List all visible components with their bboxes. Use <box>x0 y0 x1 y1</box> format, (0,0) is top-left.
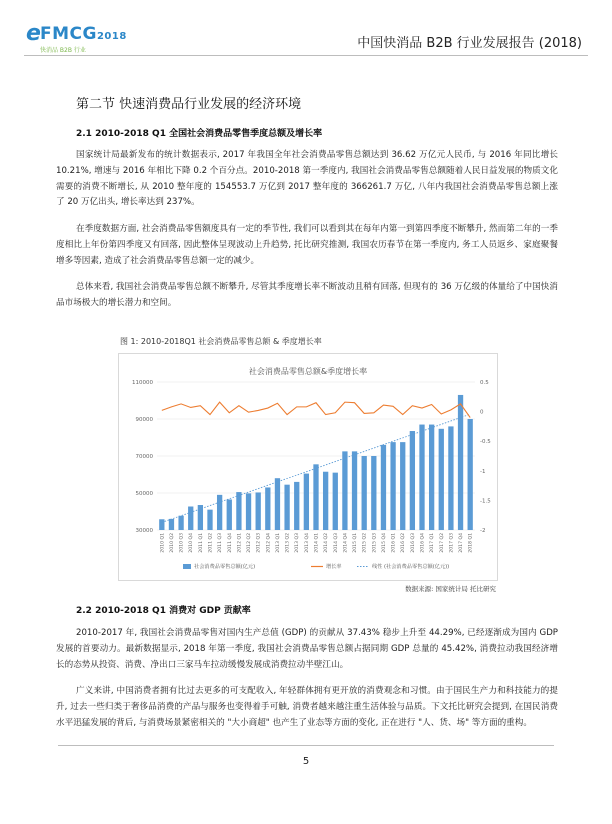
y-right-tick-label: -2 <box>480 528 486 534</box>
bar <box>429 425 434 530</box>
y-axis-right <box>480 380 491 534</box>
bar <box>448 426 453 530</box>
x-axis-labels <box>159 533 473 553</box>
logo-brand: FMCG <box>40 24 97 44</box>
x-tick-label: 2011 Q4 <box>227 533 233 553</box>
legend-swatch-bar <box>183 564 191 569</box>
bar <box>371 456 376 530</box>
bar <box>178 516 183 530</box>
x-tick-label: 2012 Q4 <box>266 533 272 553</box>
x-tick-label: 2013 Q3 <box>295 533 301 553</box>
combo-chart <box>119 354 497 580</box>
y-right-tick-label: 0 <box>480 409 484 416</box>
paragraph-3: 总体来看, 我国社会消费品零售总额不断攀升, 尽管其季度增长率不断波动且稍有回落, 但现有的 36 万亿级的体量给了中国快消品市场极大的增长潜力和空间。 <box>56 282 558 308</box>
bar <box>198 505 203 530</box>
bar <box>342 451 347 530</box>
y-left-tick-label: 70000 <box>135 454 153 460</box>
x-tick-label: 2017 Q4 <box>459 533 465 553</box>
header-divider <box>24 55 588 56</box>
legend-label-trend: 线性 (社会消费品零售总额(亿元)) <box>372 564 450 570</box>
bar <box>227 499 232 530</box>
x-tick-label: 2016 Q3 <box>410 533 416 553</box>
x-tick-label: 2014 Q2 <box>324 533 330 553</box>
x-tick-label: 2014 Q1 <box>314 533 320 553</box>
y-left-tick-label: 30000 <box>135 528 153 534</box>
x-tick-label: 2018 Q1 <box>468 533 474 553</box>
growth-line <box>162 402 470 417</box>
bar <box>159 519 164 530</box>
bar <box>284 485 289 530</box>
chart-container <box>118 353 498 581</box>
bar <box>381 445 386 530</box>
x-tick-label: 2016 Q4 <box>420 533 426 553</box>
x-tick-label: 2016 Q1 <box>391 533 397 553</box>
bar <box>458 395 463 530</box>
legend-label-bar: 社会消费品零售总额(亿元) <box>194 564 256 570</box>
x-tick-label: 2012 Q1 <box>237 533 243 553</box>
logo-e-mark: e <box>26 21 41 46</box>
x-tick-label: 2017 Q1 <box>430 533 436 553</box>
x-tick-label: 2017 Q3 <box>449 533 455 553</box>
y-left-tick-label: 90000 <box>135 417 153 423</box>
chart-source: 数据来源: 国家统计局 托比研究 <box>405 585 496 593</box>
x-tick-label: 2014 Q4 <box>343 533 349 553</box>
y-right-tick-label: -1.5 <box>480 498 491 505</box>
y-right-tick-label: -1 <box>480 468 486 475</box>
subsection-title-1: 2.1 2010-2018 Q1 全国社会消费品零售季度总额及增长率 <box>76 129 323 139</box>
x-tick-label: 2011 Q3 <box>218 533 224 553</box>
bar <box>313 464 318 530</box>
x-tick-label: 2010 Q4 <box>189 533 195 553</box>
x-tick-label: 2013 Q1 <box>275 533 281 553</box>
x-tick-label: 2012 Q3 <box>256 533 262 553</box>
figure-caption: 图 1: 2010-2018Q1 社会消费品零售总额 & 季度增长率 <box>120 337 322 346</box>
paragraph-5: 广义来讲, 中国消费者拥有比过去更多的可支配收入, 年轻群体拥有更开放的消费观念和习惯。由于国民生产力和科技能力的提升, 过去一些归类于奢侈品消费的产品与服务也变得着手可触, 消费者越来越注重生活体验与品质。下文托比研究会提到, 在国民消费水平迅猛发展的背后, 与消费场景紧密相关的 "大小商超" 也产生了业态等方面的变化, 正在进行 "人、货、场" 等方面的重构。 <box>56 686 558 728</box>
x-tick-label: 2013 Q4 <box>304 533 310 553</box>
footer-divider <box>58 745 554 746</box>
x-tick-label: 2010 Q1 <box>160 533 166 553</box>
bar <box>439 429 444 530</box>
logo-year: 2018 <box>96 31 127 42</box>
page-number: 5 <box>302 756 310 767</box>
y-left-tick-label: 110000 <box>132 380 153 386</box>
bar <box>207 510 212 530</box>
bar <box>390 442 395 530</box>
legend-label-line: 增长率 <box>326 564 342 570</box>
x-tick-label: 2010 Q3 <box>179 533 185 553</box>
page-header <box>0 0 612 62</box>
x-tick-label: 2015 Q2 <box>362 533 368 553</box>
logo-text <box>40 24 127 44</box>
x-tick-label: 2015 Q1 <box>353 533 359 553</box>
bar <box>246 493 251 530</box>
bar <box>400 442 405 530</box>
bar <box>362 456 367 530</box>
paragraph-1: 国家统计局最新发布的统计数据表示, 2017 年我国全年社会消费品零售总额达到 36.62 万亿元人民币, 与 2016 年同比增长 10.21%, 增速与 2016 年相比下降 0.2 个百分点。2010-2018 第一季度内, 我国社会消费品零售总额随着人民日益发展的物质文化需要的消费不断增长, 从 2010 整年度的 154553.7 万亿到 2017 整年度的 366261.7 万亿, 八年内我国社会消费品零售总额上涨了 20 万亿出头, 增长率达到 237%。 <box>56 150 558 208</box>
bar <box>169 519 174 530</box>
y-right-tick-label: 0.5 <box>480 380 489 386</box>
subsection-title-2: 2.2 2010-2018 Q1 消费对 GDP 贡献率 <box>76 606 251 616</box>
bar <box>256 492 261 530</box>
bar <box>468 419 473 530</box>
chart-title: 社会消费品零售总额&季度增长率 <box>248 367 368 376</box>
y-right-tick-label: -0.5 <box>480 439 491 446</box>
section-title: 第二节 快速消费品行业发展的经济环境 <box>76 97 302 112</box>
bar <box>419 425 424 530</box>
bar <box>304 474 309 530</box>
bar <box>323 472 328 530</box>
chart-legend <box>183 562 449 570</box>
bar <box>352 451 357 530</box>
x-tick-label: 2015 Q4 <box>381 533 387 553</box>
bar <box>265 487 270 530</box>
x-tick-label: 2015 Q3 <box>372 533 378 553</box>
bar-series <box>159 395 473 530</box>
x-tick-label: 2010 Q2 <box>169 533 175 553</box>
x-tick-label: 2017 Q2 <box>439 533 445 553</box>
x-tick-label: 2012 Q2 <box>247 533 253 553</box>
bar <box>275 478 280 530</box>
growth-line-series <box>162 402 470 417</box>
paragraph-2: 在季度数据方面, 社会消费品零售额度具有一定的季节性, 我们可以看到其在每年内第一到第四季度不断攀升, 然而第二年的一季度相比上年份第四季度又有回落, 因此整体呈现波动上升趋势, 托比研究推测, 我国农历春节在第一季度内, 务工人员返乡、家庭聚餐增多等因素, 造成了社会消费品零售总额一定的减少。 <box>56 224 558 266</box>
x-tick-label: 2014 Q3 <box>333 533 339 553</box>
x-tick-label: 2013 Q2 <box>285 533 291 553</box>
y-left-tick-label: 50000 <box>135 491 153 497</box>
bar <box>333 473 338 530</box>
bar <box>236 492 241 530</box>
x-tick-label: 2011 Q2 <box>208 533 214 553</box>
fmcg-logo <box>26 21 146 54</box>
x-tick-label: 2011 Q1 <box>198 533 204 553</box>
x-tick-label: 2016 Q2 <box>401 533 407 553</box>
report-title: 中国快消品 B2B 行业发展报告 (2018) <box>357 36 582 51</box>
bar <box>188 507 193 530</box>
bar <box>294 482 299 530</box>
y-axis-left <box>132 380 153 534</box>
logo-sub: 快消品 B2B 行业 <box>40 47 86 54</box>
bar <box>217 495 222 530</box>
bar <box>410 431 415 530</box>
paragraph-4: 2010-2017 年, 我国社会消费品零售对国内生产总值 (GDP) 的贡献从 37.43% 稳步上升至 44.29%, 已经逐渐成为国内 GDP 发展的首要动力。最新数据显示, 2018 年第一季度, 我国社会消费品零售总额占据同期 GDP 总量的 45.42%, 消费拉动我国经济增长的态势从投资、消费、净出口三家马车拉动缓慢发展成消费拉动半壁江山。 <box>56 628 558 670</box>
